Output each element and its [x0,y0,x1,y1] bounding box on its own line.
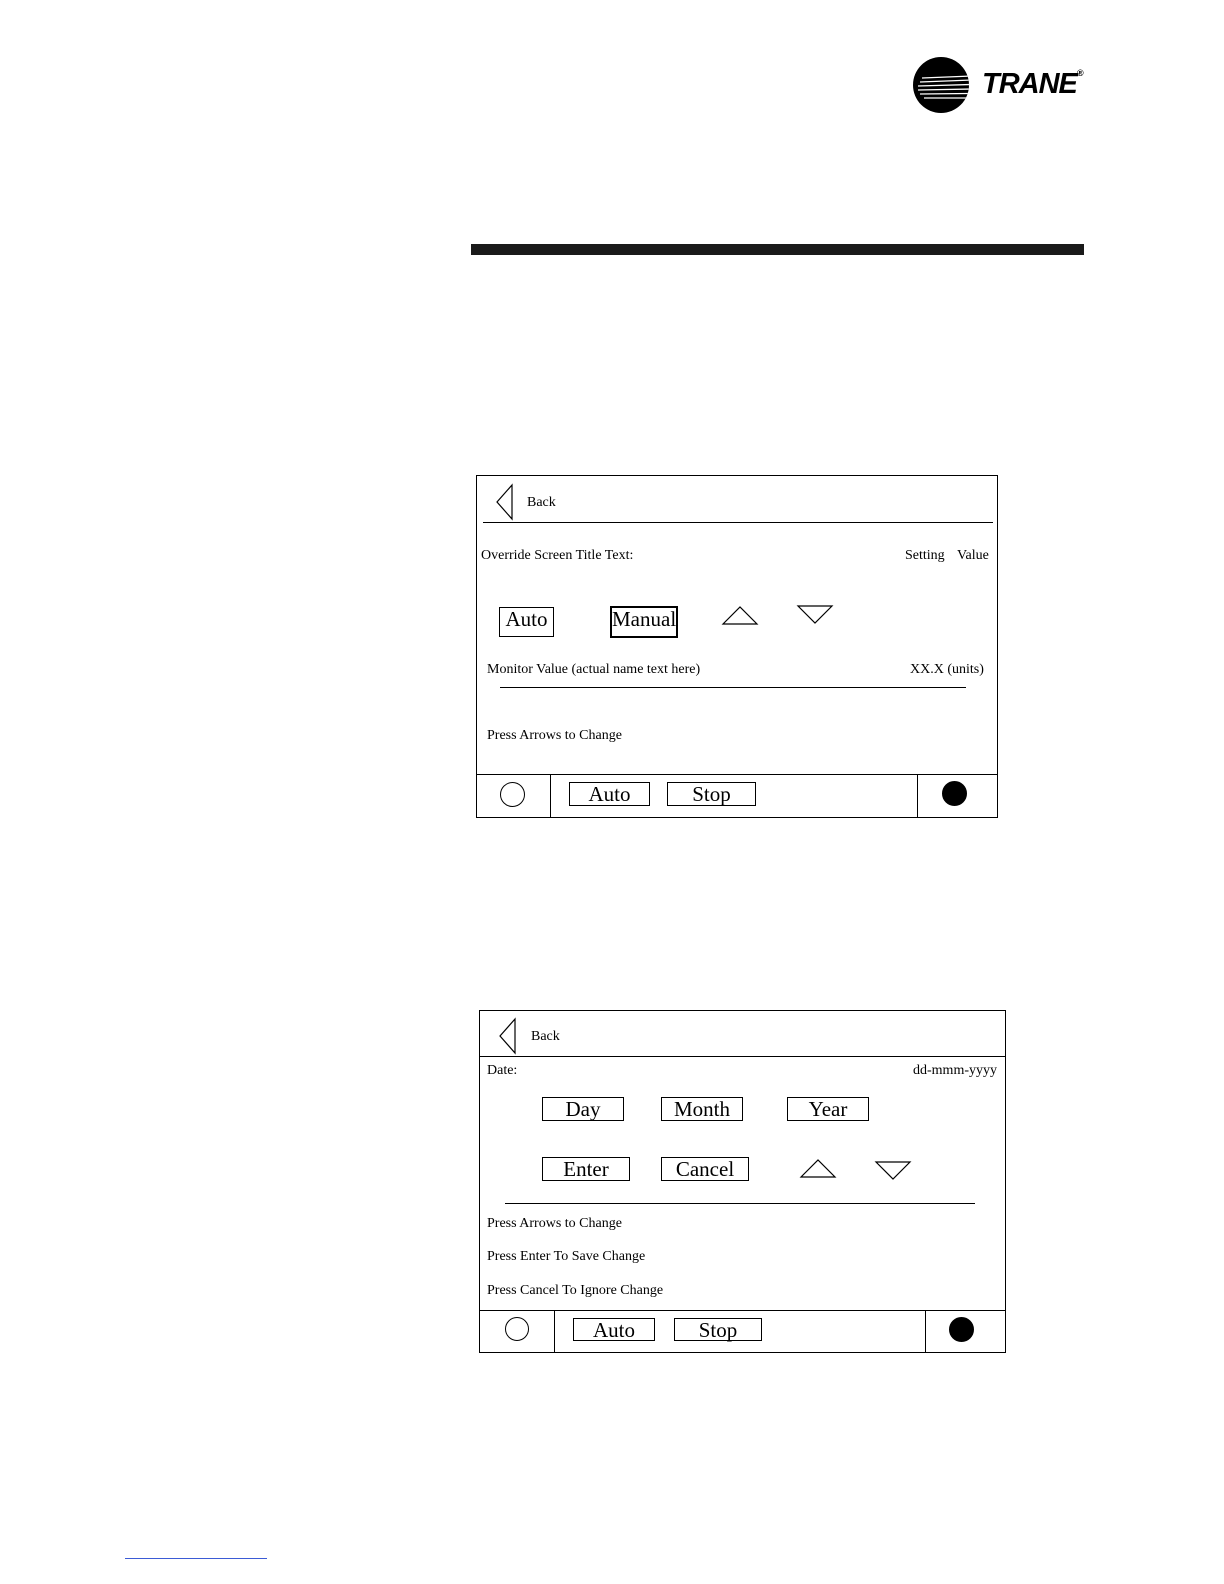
content-divider [505,1203,975,1204]
date-format: dd-mmm-yyyy [913,1063,997,1078]
enter-button[interactable]: Enter [542,1157,630,1181]
down-arrow-icon[interactable] [875,1161,911,1181]
cancel-button[interactable]: Cancel [661,1157,749,1181]
date-label: Date: [487,1063,518,1078]
footer-auto-button[interactable]: Auto [569,782,650,806]
footer-auto-button[interactable]: Auto [573,1318,655,1341]
monitor-divider [500,687,966,688]
back-arrow-icon[interactable] [498,1018,518,1054]
footer-divider [479,1310,1006,1311]
footer-separator-left [550,774,551,818]
filled-circle-icon[interactable] [942,781,967,806]
screen-title: Override Screen Title Text: [481,548,634,563]
brand-registered-mark: ® [1076,68,1083,78]
footer-stop-button[interactable]: Stop [674,1318,762,1341]
day-button[interactable]: Day [542,1097,624,1121]
setting-label: Setting [905,548,945,563]
hint-text: Press Arrows to Change [487,1216,622,1231]
hint-text: Press Enter To Save Change [487,1249,646,1264]
value-label: Value [957,548,989,563]
footer-separator-right [925,1310,926,1353]
footer-separator-right [917,774,918,818]
manual-mode-button[interactable]: Manual [610,606,678,638]
brand-wordmark [982,68,1083,101]
month-button[interactable]: Month [661,1097,743,1121]
auto-mode-button[interactable]: Auto [499,607,554,637]
back-button[interactable]: Back [527,495,556,510]
date-screen-panel [479,1010,1006,1353]
header-divider [483,522,993,523]
header-divider [479,1056,1006,1057]
empty-circle-icon[interactable] [505,1317,529,1341]
override-screen-panel [476,475,998,818]
up-arrow-icon[interactable] [722,605,758,625]
footer-divider [476,774,998,775]
down-arrow-icon[interactable] [797,605,833,625]
monitor-label: Monitor Value (actual name text here) [487,662,701,677]
filled-circle-icon[interactable] [949,1317,974,1342]
up-arrow-icon[interactable] [800,1158,836,1178]
year-button[interactable]: Year [787,1097,869,1121]
section-rule [471,244,1084,255]
trane-logo-icon [912,56,970,114]
footer-stop-button[interactable]: Stop [667,782,756,806]
footer-link-underline[interactable] [125,1558,267,1559]
hint-text: Press Arrows to Change [487,728,622,743]
hint-text: Press Cancel To Ignore Change [487,1283,664,1298]
footer-separator-left [554,1310,555,1353]
empty-circle-icon[interactable] [500,782,525,807]
monitor-value: XX.X (units) [910,662,984,677]
back-button[interactable]: Back [531,1029,560,1044]
brand-name: TRANE [982,68,1077,100]
back-arrow-icon[interactable] [495,484,515,520]
